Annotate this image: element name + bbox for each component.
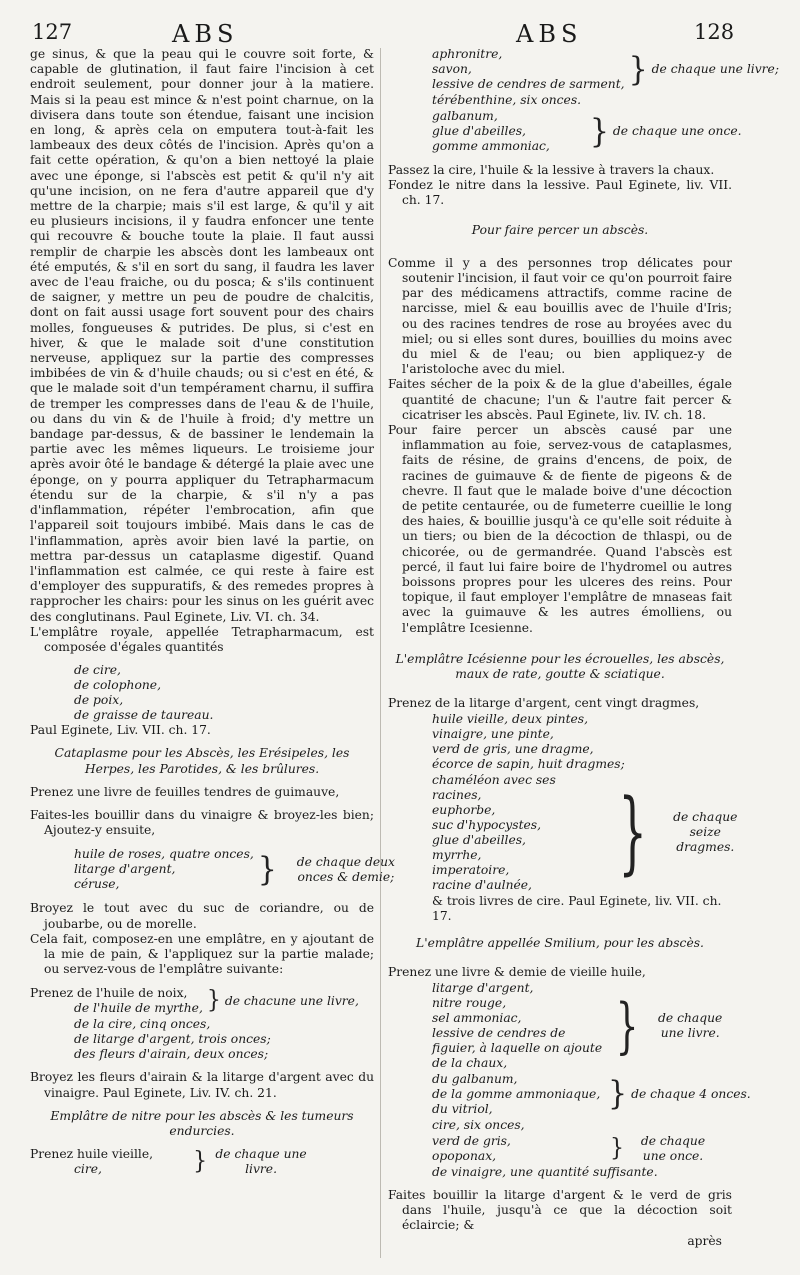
ingredient-group — [388, 1071, 751, 1117]
ingredient: vinaigre, une pinte, — [432, 726, 554, 741]
ingredient: glue d'abeilles, — [432, 124, 526, 138]
ingredient: huile vieille, deux pintes, — [432, 711, 589, 726]
ingredient: suc d'hypocystes, — [432, 817, 542, 832]
ingredient: litarge d'argent, — [74, 862, 176, 877]
ingredient: & trois livres de cire. Paul Eginete, liv. VII. ch. 17. — [432, 893, 722, 923]
paragraph: Faites bouillir la litarge d'argent & le verd de gris dans l'huile, jusqu'à ce que la décoction soit éclaircie; & — [388, 1187, 732, 1233]
section-heading: Emplâtre de nitre pour les abscès & les tumeurs endurcies. — [50, 1108, 354, 1138]
ingredient-group — [388, 981, 732, 1071]
paragraph: L'emplâtre royale, appellée Tetrapharmacum, est composée d'égales quantités — [30, 624, 374, 654]
ingredient: chaméléon avec ses racines, — [432, 772, 556, 802]
ingredient-group — [30, 986, 374, 1016]
ingredient: du vitriol, — [432, 1101, 493, 1116]
ingredient: imperatoire, — [432, 862, 510, 877]
quantity-note: de chaque deux onces & demie; — [296, 854, 395, 884]
ingredient: de cire, — [74, 663, 121, 678]
left-column — [30, 47, 395, 1178]
quantity-note: de chaque 4 onces. — [631, 1086, 751, 1101]
ingredient: savon, — [432, 62, 472, 76]
paragraph: Fondez le nitre dans la lessive. Paul Eginete, liv. VII. ch. 17. — [388, 178, 732, 208]
paragraph: Broyez le tout avec du suc de coriandre, ou de joubarbe, ou de morelle. — [30, 901, 374, 931]
brace-glyph: } — [193, 1147, 208, 1176]
ingredient: gomme ammoniac, — [432, 139, 550, 153]
ingredient: aphronitre, — [432, 47, 503, 61]
left-page-number: 127 — [32, 20, 73, 44]
ingredient: huile de roses, quatre onces, — [74, 847, 254, 862]
paragraph: Prenez de la litarge d'argent, cent vingt dragmes, — [388, 696, 700, 711]
ingredient-group — [388, 772, 738, 893]
ingredient: glue d'abeilles, — [432, 832, 526, 847]
paragraph: Cela fait, composez-en une emplâtre, en y ajoutant de la mie de pain, & l'appliquez sur la partie malade; ou servez-vous de l'emplâtre suivante: — [30, 931, 374, 977]
ingredient-group — [30, 847, 395, 892]
ingredient: racine d'aulnée, — [432, 877, 532, 892]
paragraph: Comme il y a des personnes trop délicates pour soutenir l'incision, il faut voir ce qu'on pourroit faire par des médicamens attractifs, comme racine de narcisse, miel & eau bouillis avec de l'huile d'Iris; ou des racines tendres de rose au broyées avec du miel; ou si elles sont dures, bouillies du moins avec du miel & de l'eau; ou bien appliquez-y de l'aristoloche avec du miel. — [388, 255, 732, 377]
right-page-number: 128 — [694, 20, 735, 44]
ingredient-group — [388, 47, 779, 92]
paragraph: Broyez les fleurs d'airain & la litarge d'argent avec du vinaigre. Paul Eginete, Liv. IV. ch. 21. — [30, 1070, 374, 1100]
paragraph: ge sinus, & que la peau qui le couvre soit forte, & capable de glutination, il faut faire l'incision à cet endroit seulement, pour donner jour à la matiere. Mais si la peau est mince & n'est point charnue, on la divisera dans toute son étendue, faisant une incision en long, & après cela on emputera tout-à-fait les lambeaux des deux côtés de l'incision. Après qu'on a fait cette opération, & qu'on a bien nettoyé la plaie avec une éponge, si l'abscès est petit & qu'il n'y ait qu'une incision, on ne fera d'autre appareil que d'y mettre de la charpie; mais s'il est large, & qu'il y ait eu plusieurs incisions, il y faudra enfoncer une tente qui recouvre & bouche toute la plaie. Il faut aussi remplir de charpie les abscès dont les lambeaux ont été emputés, & s'il en sort du sang, il faudra les laver avec de l'eau fraiche, ou du posca; & s'ils continuent de saigner, y mettre un peu de poudre de chalcitis, dont on fait aussi usage fort souvent pour des chairs molles, fongueuses & putrides. De plus, si c'est en hiver, & que le malade soit d'une constitution nerveuse, appliquez sur la partie des compresses imbibées de vin & d'huile chauds; ou si c'est en été, & que le malade soit d'un tempérament charnu, il suffira de tremper les compresses dans de l'eau & de l'huile, ou dans du vin & de l'huile à froid; d'y mettre un bandage par-dessus, & de bassiner le lendemain la partie avec les mêmes liqueurs. Le troisieme jour après avoir ôté le bandage & détergé la plaie avec une éponge, on y pourra appliquer du Tetrapharmacum étendu sur de la charpie, & s'il n'y a pas d'inflammation, répéter l'embrocation, afin que l'appareil soit toujours imbibé. Mais dans le cas de l'inflammation, après avoir bien lavé la partie, on mettra par-dessus un cataplasme digestif. Quand l'inflammation est calmée, ce qui reste à faire est d'employer des suppuratifs, & des remedes propres à rapprocher les chairs: pour les sinus on les guérit avec des conglutinans. Paul Eginete, Liv. VI. ch. 34. — [30, 47, 374, 624]
ingredient: litarge d'argent, — [432, 980, 534, 995]
ingredient: cire, six onces, — [432, 1117, 525, 1132]
ingredient: nitre rouge, — [432, 995, 507, 1010]
ingredient: sel ammoniac, — [432, 1010, 522, 1025]
brace-glyph: } — [206, 987, 221, 1015]
paragraph: Prenez une livre & demie de vieille huile, — [388, 964, 646, 979]
brace-glyph: } — [589, 111, 609, 151]
paragraph: Prenez une livre de feuilles tendres de guimauve, — [30, 784, 340, 799]
ingredient-group — [388, 1134, 732, 1164]
reference: Paul Eginete, Liv. VII. ch. 17. — [30, 723, 211, 738]
ingredient: de colophone, — [74, 678, 161, 693]
ingredient: céruse, — [74, 877, 120, 892]
quantity-note: de chaque seize dragmes. — [673, 810, 738, 854]
section-heading: Cataplasme pour les Abscès, les Erésipeles, les Herpes, les Parotides, & les brûlures. — [54, 746, 350, 776]
paragraph: Pour faire percer un abscès causé par une inflammation au foie, servez-vous de cataplasmes, faits de résine, de grains d'encens, de poix, de racines de guimauve & de fiente de pigeons & de chevre. Il faut que le malade boive d'une décoction de petite centaurée, ou de fumeterre cueillie le long des haies, & bouillie jusqu'à ce qu'elle soit réduite à un tiers; ou bien de la décoction de thlaspi, ou de chicorée, ou de germandrée. Quand l'abscès est percé, il faut lui faire boire de l'hydromel ou autres boissons propres pour les ulceres des reins. Pour topique, il faut employer l'emplâtre de mnaseas fait avec la guimauve & les autres émolliens, ou l'emplâtre Icesienne. — [388, 423, 732, 635]
ingredient: de l'huile de myrthe, — [74, 1001, 203, 1016]
section-heading: L'emplâtre appellée Smilium, pour les abscès. — [416, 935, 704, 950]
ingredient: cire, — [74, 1162, 102, 1177]
section-heading: L'emplâtre Icésienne pour les écrouelles, les abscès, maux de rate, goutte & sciatique. — [395, 651, 725, 682]
ingredient: térébenthine, six onces. — [432, 93, 582, 107]
right-column — [388, 47, 779, 1249]
ingredient: lessive de cendres de sarment, — [432, 77, 625, 91]
ingredient: lessive de cendres de figuier, à laquelle on ajoute de la chaux, — [432, 1025, 603, 1070]
ingredient: galbanum, — [432, 109, 498, 123]
ingredient: de graisse de taureau. — [74, 708, 214, 723]
ingredient: de la cire, cinq onces, — [74, 1017, 211, 1032]
ingredient: écorce de sapin, huit dragmes; — [432, 756, 625, 771]
quantity-note: de chaque une livre. — [658, 1010, 723, 1040]
ingredient: de vinaigre, une quantité suffisante. — [432, 1164, 658, 1179]
ingredient-group — [388, 109, 742, 154]
ingredient-group — [30, 1147, 374, 1177]
quantity-note: de chaque une livre. — [215, 1147, 307, 1177]
right-running-title: ABS — [516, 20, 583, 48]
left-running-title: ABS — [172, 20, 239, 48]
quantity-note: de chaque une once. — [612, 124, 742, 138]
brace-glyph: } — [618, 779, 647, 885]
catchword: après — [687, 1233, 722, 1248]
paragraph: Faites-les bouillir dans du vinaigre & broyez-les bien; Ajoutez-y ensuite, — [30, 807, 374, 838]
ingredient: myrrhe, — [432, 847, 482, 862]
ingredient: de litarge d'argent, trois onces; — [74, 1032, 271, 1047]
paragraph: Passez la cire, l'huile & la lessive à travers la chaux. — [388, 163, 715, 177]
brace-glyph: } — [257, 850, 277, 889]
section-heading: Pour faire percer un abscès. — [471, 222, 649, 237]
paragraph: Faites sécher de la poix & de la glue d'abeilles, égale quantité de chacune; l'un & l'autre fait percer & cicatriser les abscès. Paul Eginete, liv. IV. ch. 18. — [388, 377, 732, 422]
brace-glyph: } — [615, 990, 639, 1061]
column-divider — [380, 48, 381, 1258]
quantity-note: de chacune une livre, — [224, 993, 359, 1008]
ingredient: Prenez de l'huile de noix, — [30, 986, 188, 1001]
ingredient: des fleurs d'airain, deux onces; — [74, 1047, 269, 1062]
brace-glyph: } — [628, 49, 648, 89]
ingredient: Prenez huile vieille, — [30, 1147, 154, 1162]
ingredient: verd de gris, — [432, 1133, 511, 1148]
ingredient: opoponax, — [432, 1148, 497, 1163]
quantity-note: de chaque une livre; — [651, 62, 779, 76]
brace-glyph: } — [608, 1074, 628, 1114]
ingredient: euphorbe, — [432, 802, 496, 817]
brace-glyph: } — [610, 1134, 624, 1163]
ingredient: de poix, — [74, 693, 124, 708]
ingredient: du galbanum, — [432, 1071, 518, 1086]
ingredient: verd de gris, une dragme, — [432, 741, 594, 756]
ingredient: de la gomme ammoniaque, — [432, 1086, 601, 1101]
quantity-note: de chaque une once. — [640, 1133, 706, 1163]
